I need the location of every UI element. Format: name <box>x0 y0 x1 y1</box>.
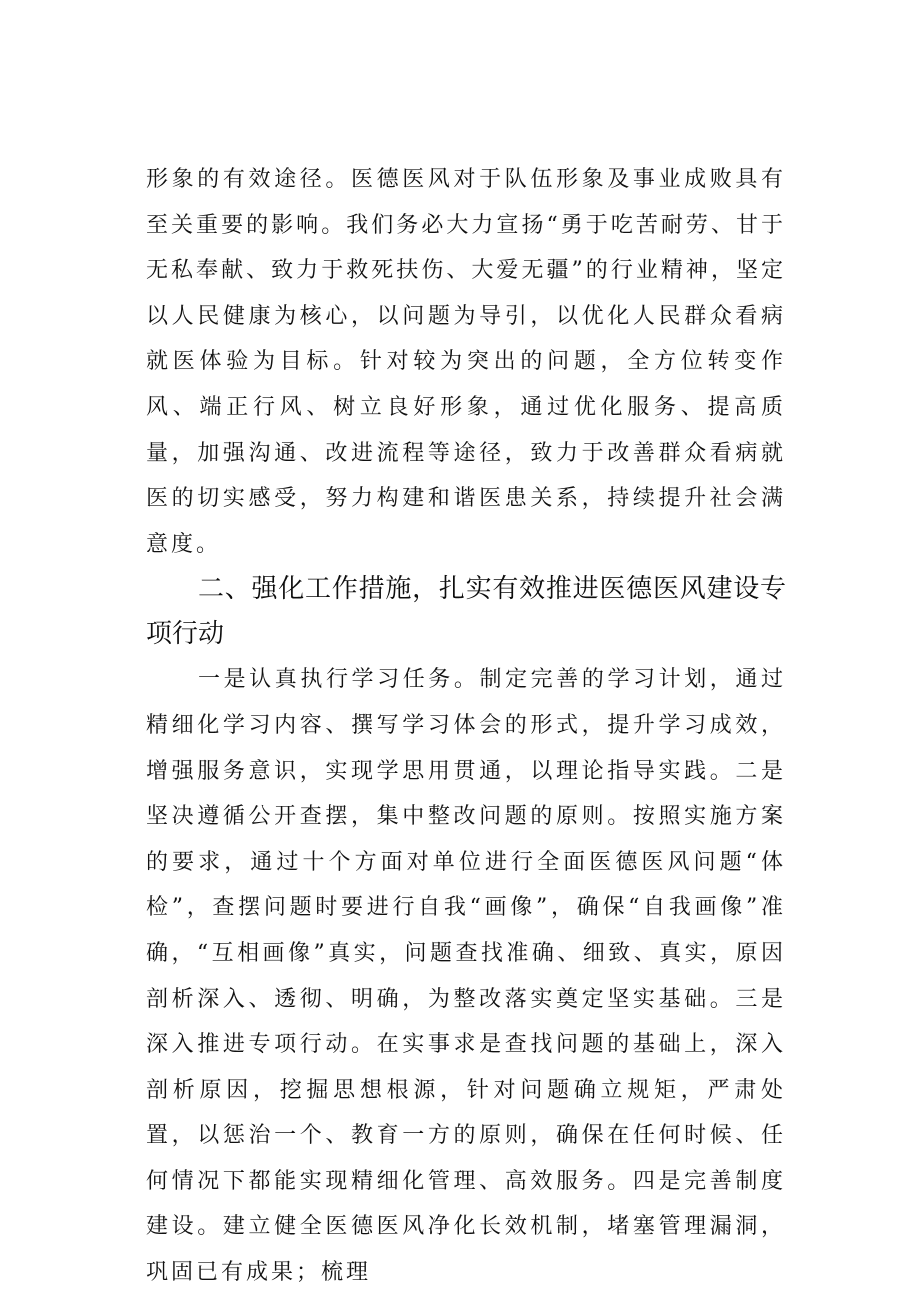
section-heading: 二、强化工作措施，扎实有效推进医德医风建设专项行动 <box>146 574 786 650</box>
body-paragraph: 形象的有效途径。医德医风对于队伍形象及事业成败具有至关重要的影响。我们务必大力宣扬“勇于吃苦耐劳、甘于无私奉献、致力于救死扶伤、大爱无疆”的行业精神，坚定以人民健康为核心，以问题为导引，以优化人民群众看病就医体验为目标。针对较为突出的问题，全方位转变作风、端正行风、树立良好形象，通过优化服务、提高质量，加强沟通、改进流程等途径，致力于改善群众看病就医的切实感受，努力构建和谐医患关系，持续提升社会满意度。 <box>146 167 786 557</box>
document-body <box>146 157 786 1296</box>
body-paragraph: 一是认真执行学习任务。制定完善的学习计划，通过精细化学习内容、撰写学习体会的形式，提升学习成效，增强服务意识，实现学思用贯通，以理论指导实践。二是坚决遵循公开查摆，集中整改问题的原则。按照实施方案的要求，通过十个方面对单位进行全面医德医风问题“体检”，查摆问题时要进行自我“画像”，确保“自我画像”准确，“互相画像”真实，问题查找准确、细致、真实，原因剖析深入、透彻、明确，为整改落实奠定坚实基础。三是深入推进专项行动。在实事求是查找问题的基础上，深入剖析原因，挖掘思想根源，针对问题确立规矩，严肃处置，以惩治一个、教育一方的原则，确保在任何时候、任何情况下都能实现精细化管理、高效服务。四是完善制度建设。建立健全医德医风净化长效机制，堵塞管理漏洞，巩固已有成果；梳理 <box>146 667 786 1286</box>
